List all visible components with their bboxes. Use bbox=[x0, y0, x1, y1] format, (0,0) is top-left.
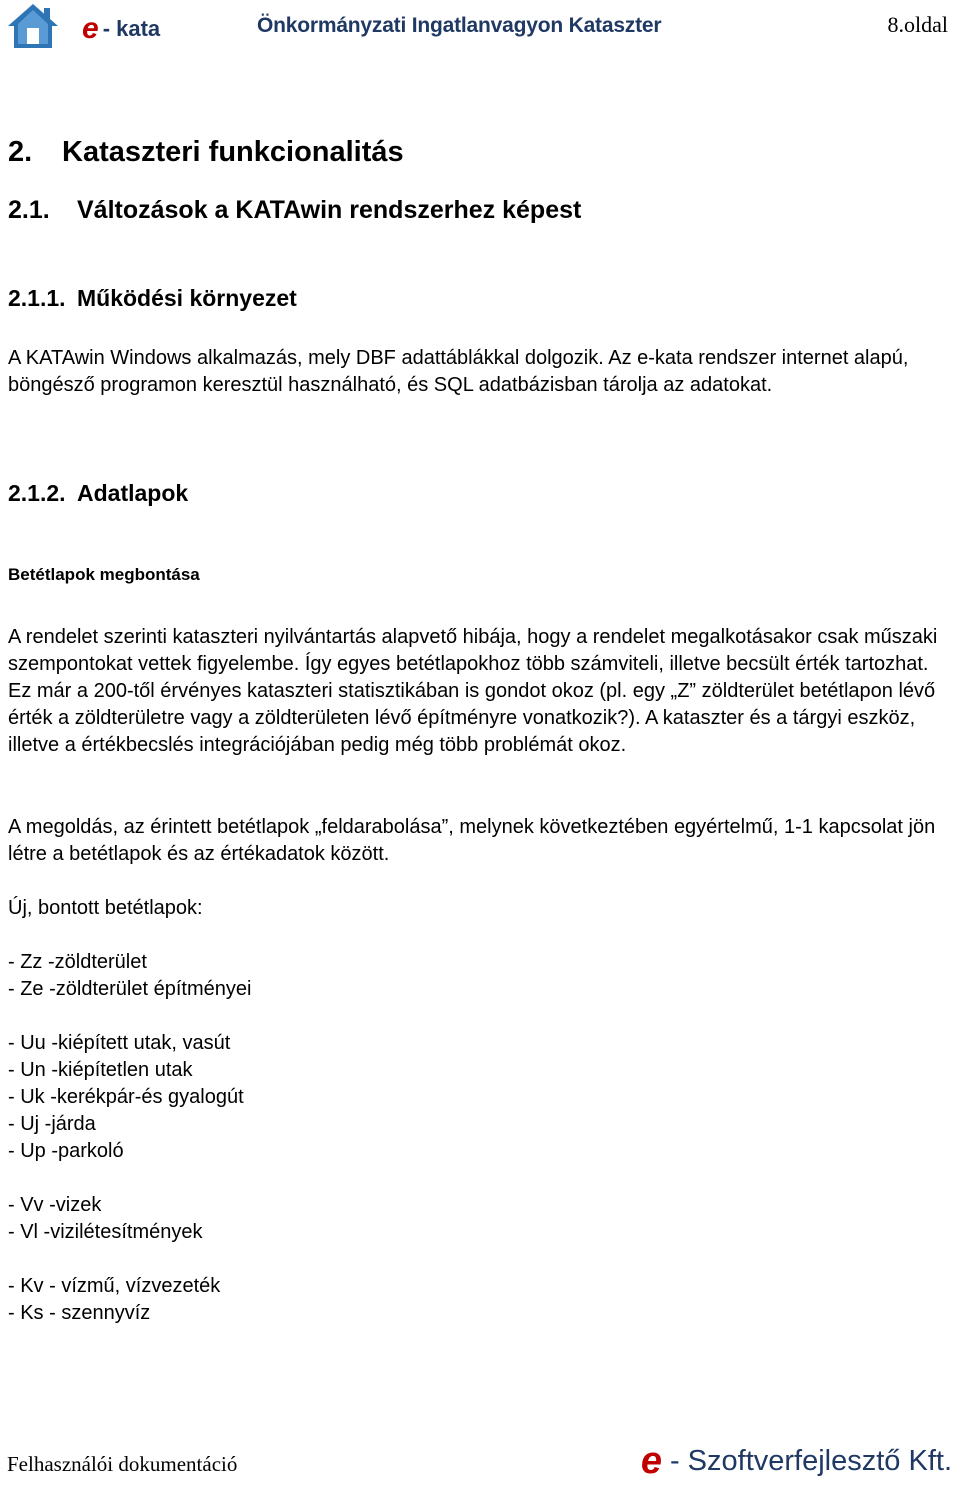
list-item: - Uj -járda bbox=[8, 1113, 96, 1135]
section-title: Kataszteri funkcionalitás bbox=[62, 136, 404, 168]
list-item: - Vv -vizek bbox=[8, 1194, 102, 1216]
footer-logo-mark: e bbox=[640, 1440, 662, 1482]
list-group bbox=[8, 949, 251, 1003]
section-number: 2.1. bbox=[8, 196, 50, 224]
list-item: - Vl -vizilétesítmények bbox=[8, 1221, 203, 1243]
section-number: 2.1.1. bbox=[8, 285, 66, 311]
list-item: - Uu -kiépített utak, vasút bbox=[8, 1032, 231, 1054]
brand-mark: e bbox=[82, 12, 99, 45]
list-item: - Uk -kerékpár-és gyalogút bbox=[8, 1086, 244, 1108]
list-item: - Zz -zöldterület bbox=[8, 951, 147, 973]
footer-logo bbox=[641, 1440, 952, 1483]
paragraph-problem: A rendelet szerinti kataszteri nyilvántartás alapvető hibája, hogy a rendelet megalkotásakor csak műszaki szempontokat vettek figyelembe. Így egyes betétlapokhoz több számviteli, illetve becsült érték tartozhat. Ez már a 200-től érvényes kataszteri statisztikában is gondot okoz (pl. egy „Z” zöldterület betétlapon lévő érték a zöldterületre vagy a zöldterületen lévő építményre vonatkozik?). A kataszter és a tárgyi eszköz, illetve a értékbecslés integrációjában pedig még több problémát okoz. bbox=[8, 626, 938, 756]
list-item: - Up -parkoló bbox=[8, 1140, 124, 1162]
footer-label: Felhasználói dokumentáció bbox=[7, 1452, 238, 1476]
section-number: 2.1.2. bbox=[8, 480, 66, 506]
section-title: Változások a KATAwin rendszerhez képest bbox=[77, 196, 582, 224]
page-number: 8.oldal bbox=[887, 12, 948, 37]
brand-logo bbox=[82, 12, 160, 46]
section-heading-3 bbox=[8, 285, 297, 312]
list-group bbox=[8, 1192, 203, 1246]
paragraph-list-intro: Új, bontott betétlapok: bbox=[8, 897, 203, 919]
section-number: 2. bbox=[8, 136, 33, 168]
list-item: - Ze -zöldterület építményei bbox=[8, 978, 252, 1000]
section-heading-4 bbox=[8, 480, 188, 507]
list-item: - Kv - vízmű, vízvezeték bbox=[8, 1275, 221, 1297]
section-heading-1 bbox=[8, 136, 404, 169]
paragraph-environment: A KATAwin Windows alkalmazás, mely DBF adattáblákkal dolgozik. Az e-kata rendszer internet alapú, böngésző programon keresztül használható, és SQL adatbázisban tárolja az adatokat. bbox=[8, 347, 909, 396]
subheading: Betétlapok megbontása bbox=[8, 565, 200, 584]
house-icon bbox=[6, 2, 60, 50]
brand-name: - kata bbox=[102, 16, 161, 41]
list-item: - Un -kiépítetlen utak bbox=[8, 1059, 193, 1081]
list-group bbox=[8, 1273, 220, 1327]
page-header bbox=[0, 0, 960, 56]
section-title: Adatlapok bbox=[77, 480, 189, 506]
paragraph-solution: A megoldás, az érintett betétlapok „feldarabolása”, melynek következtében egyértelmű, 1-1 kapcsolat jön létre a betétlapok és az értékadatok között. bbox=[8, 816, 936, 865]
section-heading-2 bbox=[8, 196, 581, 225]
list-item: - Ks - szennyvíz bbox=[8, 1302, 151, 1324]
list-group bbox=[8, 1030, 244, 1165]
section-title: Működési környezet bbox=[77, 285, 297, 311]
footer-logo-text: - Szoftverfejlesztő Kft. bbox=[669, 1445, 952, 1477]
header-title: Önkormányzati Ingatlanvagyon Kataszter bbox=[257, 14, 662, 37]
